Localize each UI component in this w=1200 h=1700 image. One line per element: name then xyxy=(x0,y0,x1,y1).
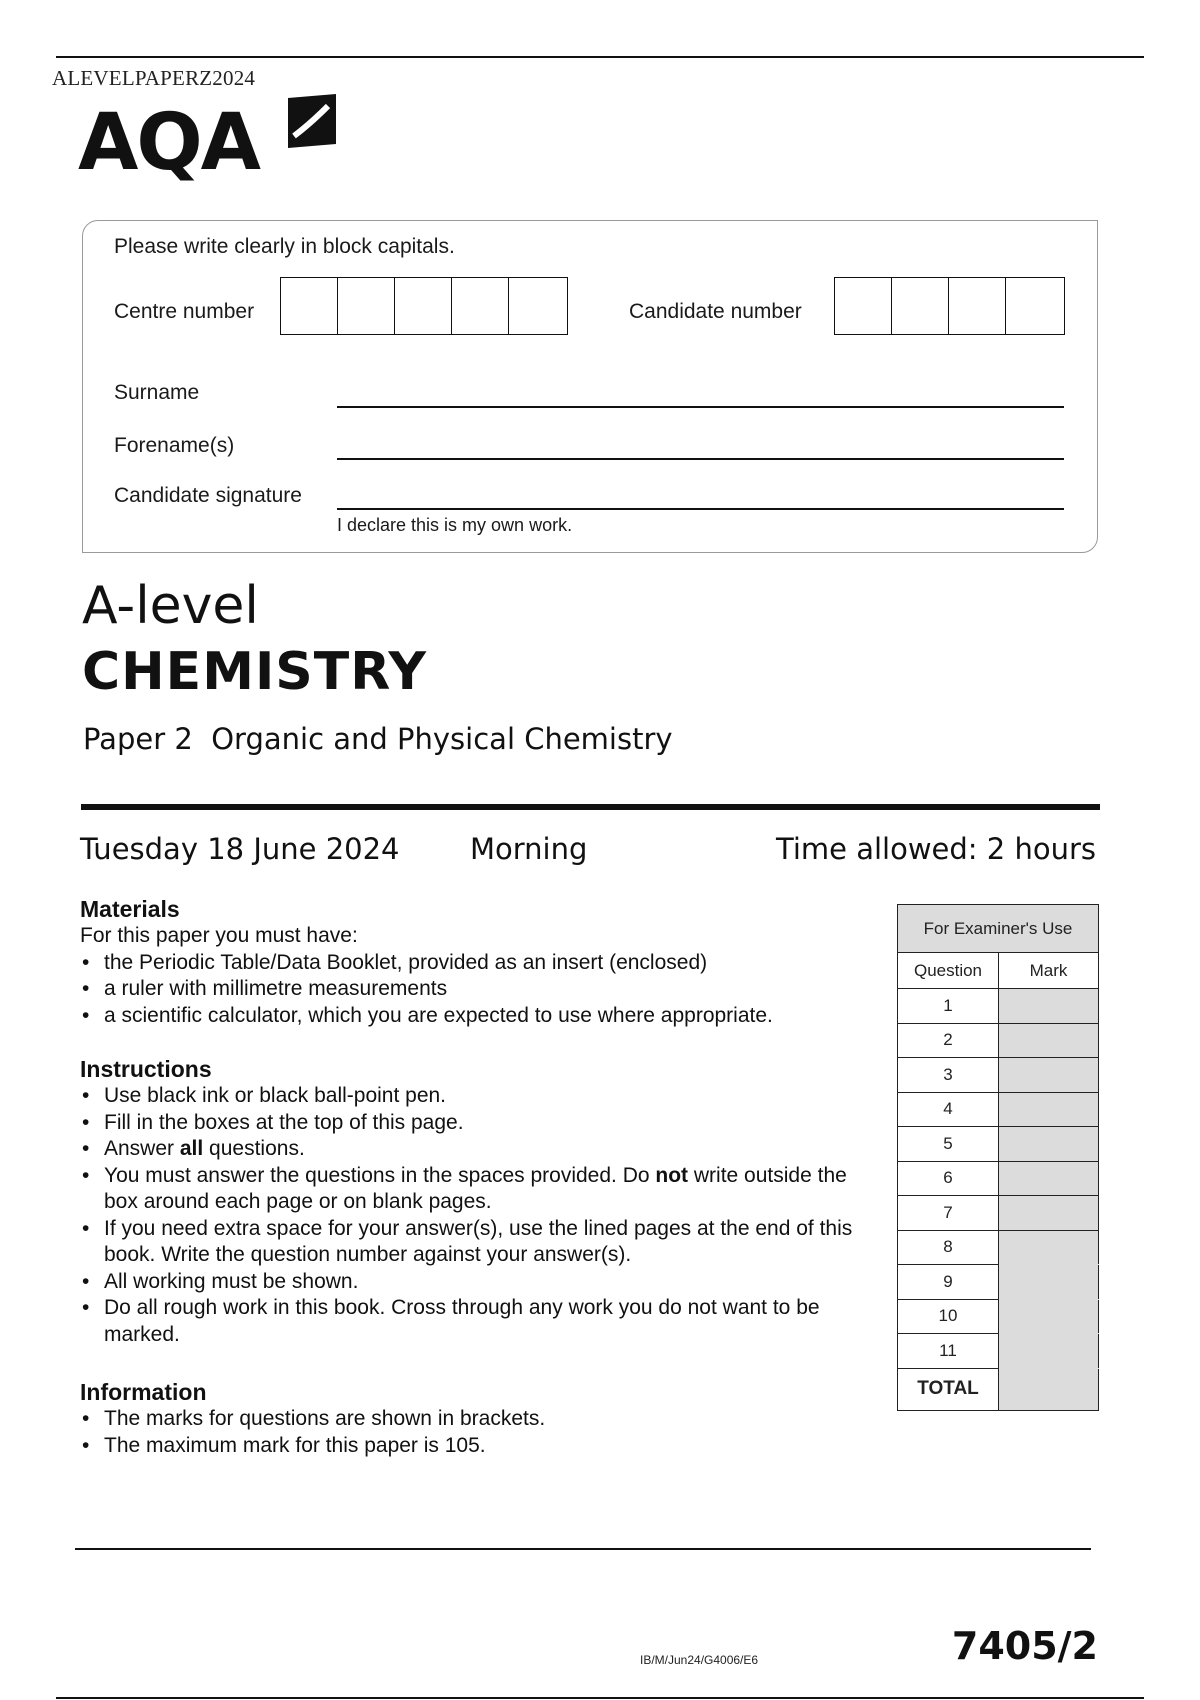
exam-subject: CHEMISTRY xyxy=(82,642,428,702)
question-number: 4 xyxy=(898,1092,999,1127)
table-row xyxy=(898,1023,1099,1058)
question-number: 7 xyxy=(898,1196,999,1231)
candidate-number-cell[interactable] xyxy=(949,278,1006,334)
declaration-text: I declare this is my own work. xyxy=(337,515,573,535)
exam-level: A-level xyxy=(82,576,259,636)
mark-cell xyxy=(999,989,1099,1024)
mark-cell xyxy=(999,1058,1099,1093)
total-mark-cell xyxy=(999,1368,1099,1410)
table-row xyxy=(898,1058,1099,1093)
total-label: TOTAL xyxy=(898,1368,999,1410)
list-item: • Fill in the boxes at the top of this page. xyxy=(80,1110,870,1137)
time-allowed: Time allowed: 2 hours xyxy=(776,832,1096,866)
question-number: 9 xyxy=(898,1265,999,1300)
table-row xyxy=(898,1092,1099,1127)
signature-label: Candidate signature xyxy=(114,484,302,507)
materials-section xyxy=(80,896,880,1029)
aqa-flag-icon xyxy=(284,92,340,150)
instructions-list xyxy=(80,1083,870,1348)
materials-list xyxy=(80,950,880,1030)
table-row xyxy=(898,1196,1099,1231)
question-column-header: Question xyxy=(898,953,999,989)
instructions-section xyxy=(80,1056,880,1348)
list-item: • Do all rough work in this book. Cross through any work you do not want to be marked. xyxy=(80,1295,870,1348)
exam-date: Tuesday 18 June 2024 xyxy=(80,832,400,866)
top-rule xyxy=(56,56,1144,58)
centre-number-cell[interactable] xyxy=(452,278,509,334)
title-divider xyxy=(81,804,1100,810)
question-number: 6 xyxy=(898,1161,999,1196)
centre-number-label: Centre number xyxy=(114,300,255,323)
candidate-number-label: Candidate number xyxy=(629,300,802,323)
list-item: • a ruler with millimetre measurements xyxy=(80,976,880,1003)
list-item: • You must answer the questions in the spaces provided. Do not write outside the box around each page or on blank pages. xyxy=(80,1163,870,1216)
list-item: • the Periodic Table/Data Booklet, provided as an insert (enclosed) xyxy=(80,950,880,977)
mark-cell xyxy=(999,1265,1099,1300)
table-row xyxy=(898,1230,1099,1265)
candidate-number-cell[interactable] xyxy=(1006,278,1063,334)
candidate-number-cell[interactable] xyxy=(892,278,949,334)
forename-label: Forename(s) xyxy=(114,434,235,457)
question-number: 5 xyxy=(898,1127,999,1162)
list-item: • All working must be shown. xyxy=(80,1269,870,1296)
mark-cell xyxy=(999,1161,1099,1196)
list-item: • Use black ink or black ball-point pen. xyxy=(80,1083,870,1110)
table-row xyxy=(898,1161,1099,1196)
mark-cell xyxy=(999,1023,1099,1058)
centre-number-boxes[interactable] xyxy=(280,277,568,335)
instructions-heading: Instructions xyxy=(80,1056,212,1082)
watermark-text: ALEVELPAPERZ2024 xyxy=(52,66,256,90)
question-number: 11 xyxy=(898,1334,999,1369)
examiner-use-table xyxy=(897,904,1099,1411)
exam-session: Morning xyxy=(470,832,588,866)
materials-intro: For this paper you must have: xyxy=(80,924,358,947)
materials-heading: Materials xyxy=(80,896,180,922)
table-row xyxy=(898,989,1099,1024)
list-item: • If you need extra space for your answer(s), use the lined pages at the end of this book. Write the question number against your answer(s). xyxy=(80,1216,870,1269)
mark-cell xyxy=(999,1299,1099,1334)
surname-field[interactable] xyxy=(337,406,1064,408)
signature-field[interactable] xyxy=(337,508,1064,510)
centre-number-cell[interactable] xyxy=(509,278,566,334)
question-number: 3 xyxy=(898,1058,999,1093)
mark-cell xyxy=(999,1196,1099,1231)
centre-number-cell[interactable] xyxy=(395,278,452,334)
footer-reference: IB/M/Jun24/G4006/E6 xyxy=(640,1653,759,1667)
paper-code: 7405/2 xyxy=(951,1624,1098,1668)
information-list xyxy=(80,1406,880,1459)
aqa-logo: AQA xyxy=(78,98,260,188)
question-number: 10 xyxy=(898,1299,999,1334)
paper-title: Paper 2 Organic and Physical Chemistry xyxy=(83,722,673,756)
bottom-rule xyxy=(56,1697,1144,1699)
centre-number-cell[interactable] xyxy=(281,278,338,334)
information-heading: Information xyxy=(80,1379,207,1405)
candidate-number-boxes[interactable] xyxy=(834,277,1065,335)
table-row xyxy=(898,1334,1099,1369)
list-item: • a scientific calculator, which you are expected to use where appropriate. xyxy=(80,1003,880,1030)
mark-cell xyxy=(999,1092,1099,1127)
question-number: 1 xyxy=(898,989,999,1024)
block-capitals-instruction: Please write clearly in block capitals. xyxy=(114,235,455,258)
mark-cell xyxy=(999,1230,1099,1265)
examiner-table-title: For Examiner's Use xyxy=(898,905,1099,953)
footer-rule xyxy=(75,1548,1091,1550)
question-number: 2 xyxy=(898,1023,999,1058)
table-row xyxy=(898,1265,1099,1300)
mark-column-header: Mark xyxy=(999,953,1099,989)
list-item: • The marks for questions are shown in brackets. xyxy=(80,1406,880,1433)
centre-number-cell[interactable] xyxy=(338,278,395,334)
list-item: • The maximum mark for this paper is 105. xyxy=(80,1433,880,1460)
candidate-number-cell[interactable] xyxy=(835,278,892,334)
table-row xyxy=(898,1299,1099,1334)
question-number: 8 xyxy=(898,1230,999,1265)
surname-label: Surname xyxy=(114,381,200,404)
table-row xyxy=(898,1127,1099,1162)
mark-cell xyxy=(999,1334,1099,1369)
list-item: • Answer all questions. xyxy=(80,1136,870,1163)
mark-cell xyxy=(999,1127,1099,1162)
forename-field[interactable] xyxy=(337,458,1064,460)
information-section xyxy=(80,1379,880,1459)
